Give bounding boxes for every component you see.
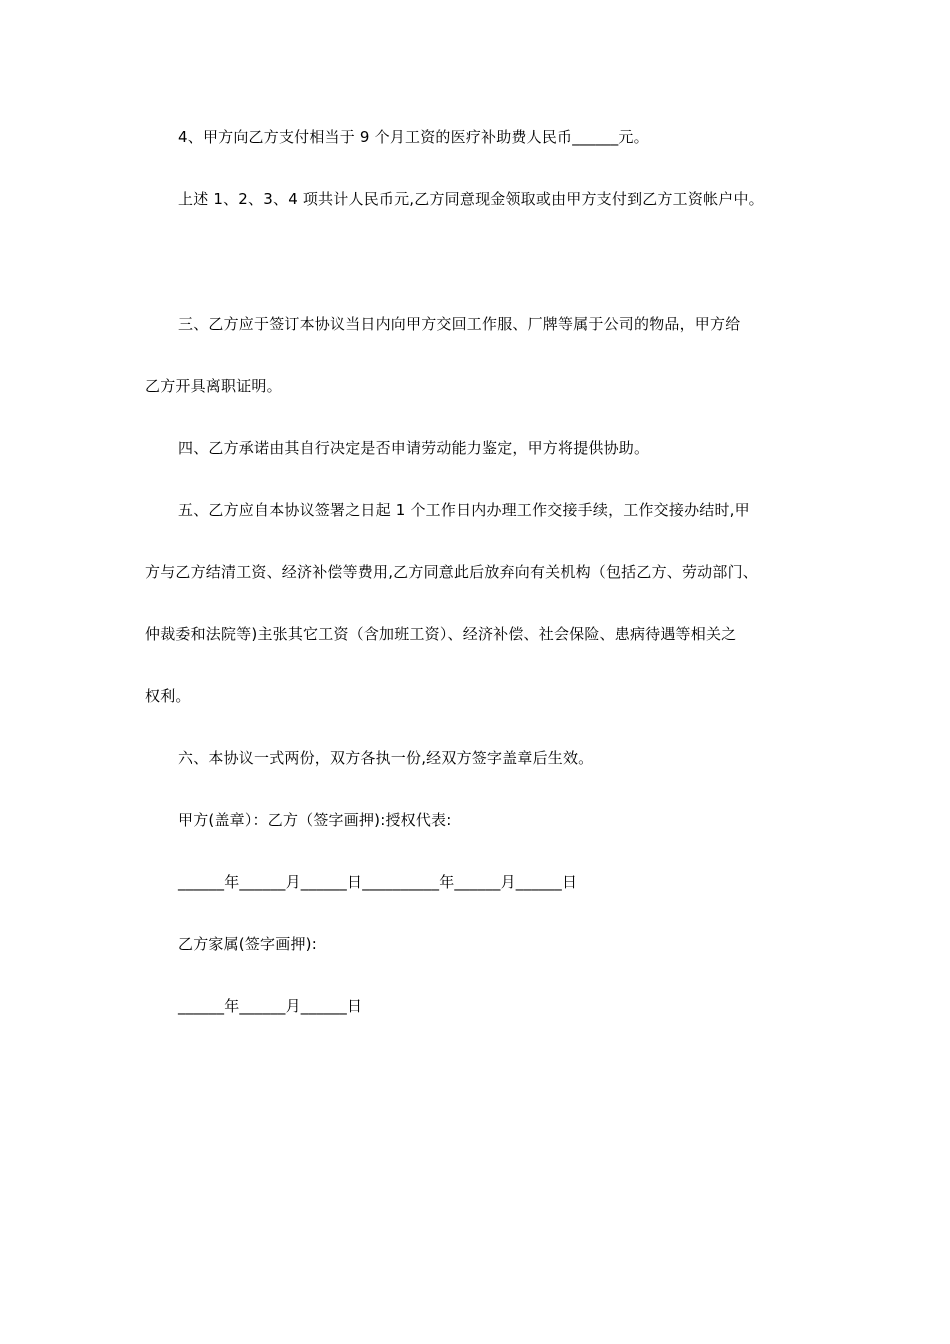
family-signature: 乙方家属(签字画押): [178,935,317,953]
clause-3-continuation: 乙方开具离职证明。 [145,377,282,395]
clause-4-medical-subsidy: 4、甲方向乙方支付相当于 9 个月工资的医疗补助费人民币______元。 [178,128,649,146]
family-signature-date: ______年______月______日 [178,997,363,1015]
clause-5-handover: 五、乙方应自本协议签署之日起 1 个工作日内办理工作交接手续，工作交接办结时,甲 [178,501,750,519]
signature-parties: 甲方(盖章）：乙方（签字画押):授权代表: [178,811,452,829]
signature-dates: ______年______月______日__________年______月______日 [178,873,578,891]
clause-4-labor-assessment: 四、乙方承诺由其自行决定是否申请劳动能力鉴定，甲方将提供协助。 [178,439,650,457]
clause-6-effectiveness: 六、本协议一式两份，双方各执一份,经双方签字盖章后生效。 [178,749,594,767]
clause-5-continuation-3: 权利。 [145,687,191,705]
total-amount-statement: 上述 1、2、3、4 项共计人民币元,乙方同意现金领取或由甲方支付到乙方工资帐户中。 [178,190,764,208]
clause-3-return-items: 三、乙方应于签订本协议当日内向甲方交回工作服、厂牌等属于公司的物品，甲方给 [178,315,741,333]
clause-5-continuation-2: 仲裁委和法院等)主张其它工资（含加班工资）、经济补偿、社会保险、患病待遇等相关之 [145,625,737,643]
clause-5-continuation-1: 方与乙方结清工资、经济补偿等费用,乙方同意此后放弃向有关机构（包括乙方、劳动部门、 [145,563,758,581]
